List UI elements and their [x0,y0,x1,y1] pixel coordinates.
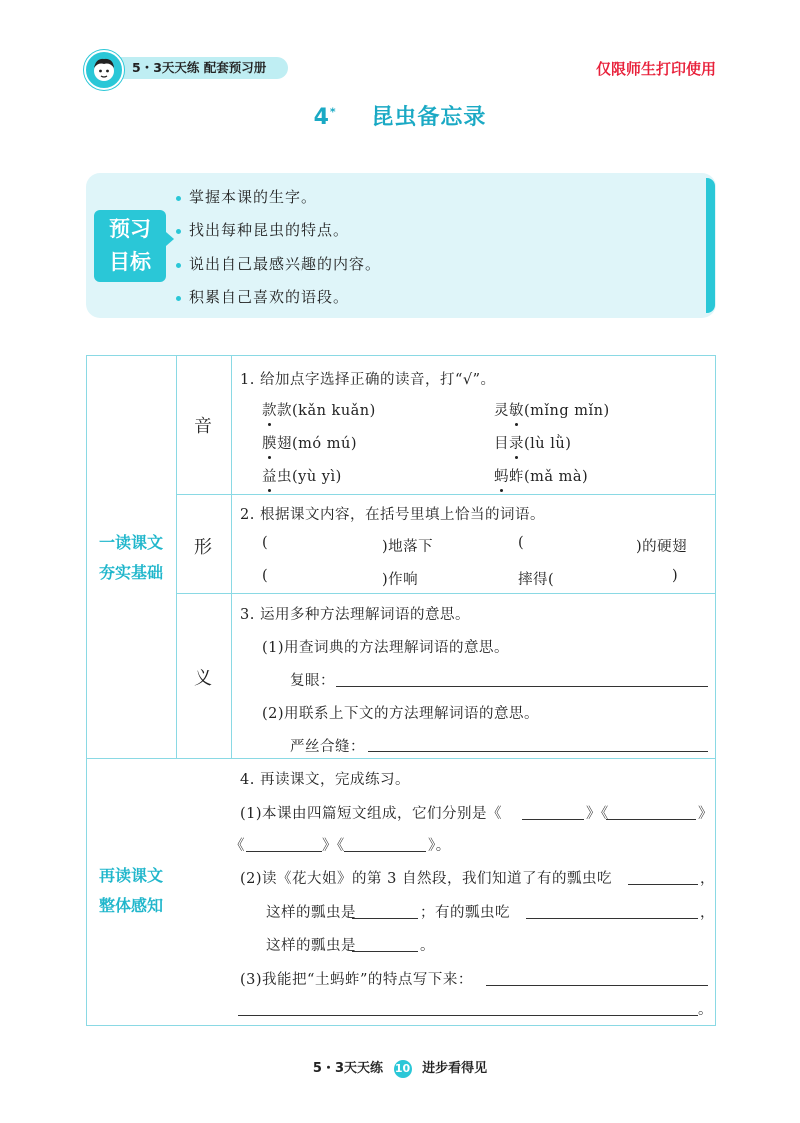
optional-mark: * [329,105,337,119]
dotted-char: 膜 [262,432,277,453]
pinyin-item [262,465,342,486]
goal-item [176,286,349,307]
goals-panel-edge [706,178,715,313]
question-3-2: (2)用联系上下文的方法理解词语的意思。 [262,706,540,722]
goal-text: 说出自己最感兴趣的内容。 [189,255,382,273]
blank-close: ) [672,568,679,584]
row-label-meaning: 义 [194,668,212,689]
pinyin-options: 翅(mó mú) [277,436,357,452]
q4-part2-b: ， [700,871,715,887]
char: 目 [494,436,509,452]
blank-open: ( [518,535,525,551]
pinyin-item [494,465,588,486]
word-compound-eye: 复眼： [290,673,335,689]
question-3-1: (1)用查词典的方法理解词语的意思。 [262,640,510,656]
section-label-basics [86,528,176,588]
q4-part1-d: 《 [230,838,245,854]
print-notice: 仅限师生打印使用 [596,60,717,78]
answer-line[interactable] [352,951,418,952]
pinyin-item [494,432,571,453]
blank-open: ( [262,535,269,551]
section-label-line: 整体感知 [98,896,163,915]
section-label-line: 一读课文 [98,533,163,552]
goals-tag-line2: 目标 [109,250,151,274]
answer-line[interactable] [238,1015,698,1016]
pinyin-options: 蚱(mǎ mà) [509,469,589,485]
bullet-icon [176,296,181,301]
q4-part1-b: 》《 [586,806,609,822]
goal-text: 积累自己喜欢的语段。 [189,288,350,306]
pinyin-options: 款(kǎn kuǎn) [277,403,376,419]
goal-text: 掌握本课的生字。 [189,188,318,206]
footer-series: 5・3天天练 [312,1061,383,1076]
goals-tag [94,210,166,282]
blank-open: ( [262,568,269,584]
question-4: 4. 再读课文，完成练习。 [240,772,410,788]
answer-line[interactable] [522,819,584,820]
answer-line[interactable] [344,851,426,852]
bullet-icon [176,196,181,201]
word-seamless: 严丝合缝： [290,739,365,755]
answer-line[interactable] [336,686,708,687]
answer-line[interactable] [606,819,696,820]
series-badge: 5・3天天练 配套预习册 [98,57,288,79]
q4-part3-b: 。 [698,1002,713,1018]
section-label-line: 夯实基础 [98,563,163,582]
dotted-char: 益 [262,465,277,486]
q4-part2-c: 这样的瓢虫是 [266,905,356,921]
question-3: 3. 运用多种方法理解词语的意思。 [240,607,470,623]
row-label-sound: 音 [194,416,212,437]
goal-item [176,253,381,274]
q4-part1-a: (1)本课由四篇短文组成，它们分别是《 [240,806,503,822]
answer-line[interactable] [352,918,418,919]
q4-part3-a: (3)我能把“土蚂蚱”的特点写下来： [240,972,473,988]
section-label-line: 再读课文 [98,866,163,885]
pinyin-item [262,432,357,453]
goal-item [176,219,349,240]
answer-line[interactable] [368,751,708,752]
pinyin-options: (lù lǜ) [524,436,572,452]
blank-close-text: )地落下 [382,539,434,555]
pinyin-item [262,399,376,420]
q4-part2-g: 。 [420,938,435,954]
q4-part2-e: ， [700,905,715,921]
answer-line[interactable] [246,851,322,852]
answer-line[interactable] [628,884,698,885]
dotted-char: 敏 [509,399,524,420]
bullet-icon [176,229,181,234]
page-number: 10 [394,1060,412,1078]
lesson-name: 昆虫备忘录 [371,105,487,130]
q4-part2-a: (2)读《花大姐》的第 3 自然段，我们知道了有的瓢虫吃 [240,871,612,887]
pinyin-options: (mǐng mǐn) [524,403,610,419]
row-label-shape: 形 [194,537,212,558]
goal-text: 找出每种昆虫的特点。 [189,221,350,239]
blank-open-text: 摔得( [518,572,555,588]
blank-close-text: )作响 [382,572,419,588]
question-2: 2. 根据课文内容，在括号里填上恰当的词语。 [240,507,545,523]
q4-part2-f: 这样的瓢虫是 [266,938,356,954]
goals-tag-line1: 预习 [109,217,151,241]
page-footer [0,1057,800,1078]
mascot-logo-icon [84,50,124,90]
question-1: 1. 给加点字选择正确的读音，打“√”。 [240,372,496,388]
answer-line[interactable] [526,918,698,919]
footer-slogan: 进步看得见 [422,1061,488,1076]
answer-line[interactable] [486,985,708,986]
q4-part1-c: 》 [698,806,713,822]
dotted-char: 蚂 [494,465,509,486]
section-label-overview [86,861,176,921]
lesson-title [0,100,800,131]
q4-part1-f: 》。 [428,838,451,854]
bullet-icon [176,263,181,268]
char: 灵 [494,403,509,419]
dotted-char: 款 [262,399,277,420]
lesson-number: 4 [313,105,330,130]
dotted-char: 录 [509,432,524,453]
q4-part1-e: 》《 [322,838,345,854]
blank-close-text: )的硬翅 [636,539,688,555]
pinyin-options: 虫(yù yì) [277,469,342,485]
q4-part2-d: ；有的瓢虫吃 [420,905,510,921]
pinyin-item [494,399,610,420]
goal-item [176,186,317,207]
